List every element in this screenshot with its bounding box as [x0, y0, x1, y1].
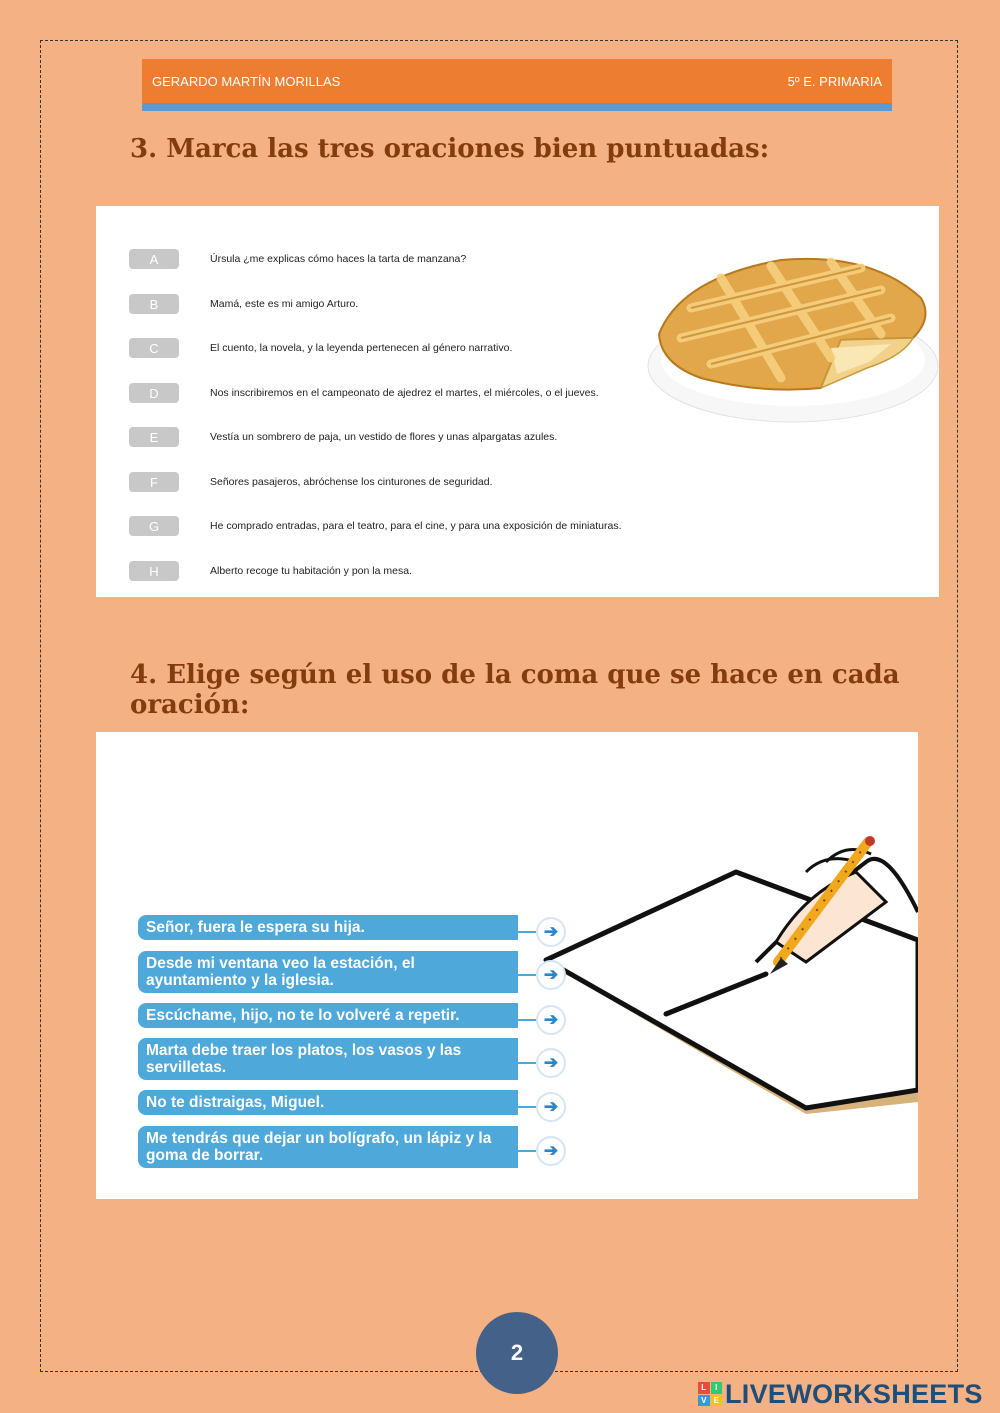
option-row	[129, 515, 621, 537]
option-row	[129, 426, 557, 448]
arrow-right-icon[interactable]: ➔	[536, 1092, 566, 1122]
option-row	[129, 248, 466, 270]
option-row	[129, 293, 358, 315]
page-number: 2	[476, 1312, 558, 1394]
arrow-right-icon[interactable]: ➔	[536, 960, 566, 990]
exercise-3-panel	[96, 206, 939, 597]
sentence-item: Desde mi ventana veo la estación, el ayuntamiento y la iglesia.	[138, 951, 518, 993]
connector-line	[518, 1106, 536, 1108]
option-button-g[interactable]: G	[129, 516, 179, 536]
header-stripe	[142, 103, 892, 111]
sentence-item: Escúchame, hijo, no te lo volveré a repetir.	[138, 1003, 518, 1028]
sentence-item: No te distraigas, Miguel.	[138, 1090, 518, 1115]
option-button-b[interactable]: B	[129, 294, 179, 314]
option-row	[129, 471, 493, 493]
option-button-c[interactable]: C	[129, 338, 179, 358]
option-text: El cuento, la novela, y la leyenda pertenecen al género narrativo.	[210, 342, 513, 354]
connector-line	[518, 974, 536, 976]
exercise-4-panel	[96, 732, 918, 1199]
option-button-h[interactable]: H	[129, 561, 179, 581]
writing-hand-illustration	[526, 832, 918, 1137]
option-text: Úrsula ¿me explicas cómo haces la tarta de manzana?	[210, 253, 467, 265]
option-button-a[interactable]: A	[129, 249, 179, 269]
grade-label: 5º E. PRIMARIA	[787, 73, 882, 89]
logo-letter: I	[711, 1382, 723, 1394]
logo-letter: L	[698, 1382, 710, 1394]
option-row	[129, 382, 599, 404]
exercise-3-title: 3. Marca las tres oraciones bien puntuadas:	[130, 134, 770, 164]
brand-name: LIVEWORKSHEETS	[725, 1378, 983, 1409]
connector-line	[518, 1062, 536, 1064]
option-row	[129, 560, 412, 582]
logo-letter: V	[698, 1395, 710, 1407]
arrow-right-icon[interactable]: ➔	[536, 1048, 566, 1078]
exercise-4-title: 4. Elige según el uso de la coma que se hace en cada oración:	[130, 660, 900, 720]
arrow-right-icon[interactable]: ➔	[536, 1136, 566, 1166]
header-bar	[142, 59, 892, 103]
option-button-e[interactable]: E	[129, 427, 179, 447]
sentence-item: Me tendrás que dejar un bolígrafo, un lápiz y la goma de borrar.	[138, 1126, 518, 1168]
liveworksheets-logo-icon	[698, 1382, 722, 1406]
liveworksheets-brand	[698, 1378, 983, 1410]
arrow-right-icon[interactable]: ➔	[536, 917, 566, 947]
option-text: Mamá, este es mi amigo Arturo.	[210, 298, 359, 310]
option-row	[129, 337, 512, 359]
arrow-right-icon[interactable]: ➔	[536, 1005, 566, 1035]
option-text: Alberto recoge tu habitación y pon la mesa.	[210, 565, 412, 577]
connector-line	[518, 1019, 536, 1021]
option-text: He comprado entradas, para el teatro, para el cine, y para una exposición de miniaturas.	[210, 520, 622, 532]
option-text: Vestía un sombrero de paja, un vestido de flores y unas alpargatas azules.	[210, 431, 558, 443]
connector-line	[518, 1150, 536, 1152]
option-text: Señores pasajeros, abróchense los cinturones de seguridad.	[210, 476, 493, 488]
logo-letter: E	[711, 1395, 723, 1407]
option-button-d[interactable]: D	[129, 383, 179, 403]
author-name: GERARDO MARTÍN MORILLAS	[152, 73, 341, 89]
connector-line	[518, 931, 536, 933]
sentence-item: Marta debe traer los platos, los vasos y las servilletas.	[138, 1038, 518, 1080]
apple-pie-image	[641, 238, 939, 428]
sentence-item: Señor, fuera le espera su hija.	[138, 915, 518, 940]
option-button-f[interactable]: F	[129, 472, 179, 492]
option-text: Nos inscribiremos en el campeonato de ajedrez el martes, el miércoles, o el jueves.	[210, 387, 599, 399]
